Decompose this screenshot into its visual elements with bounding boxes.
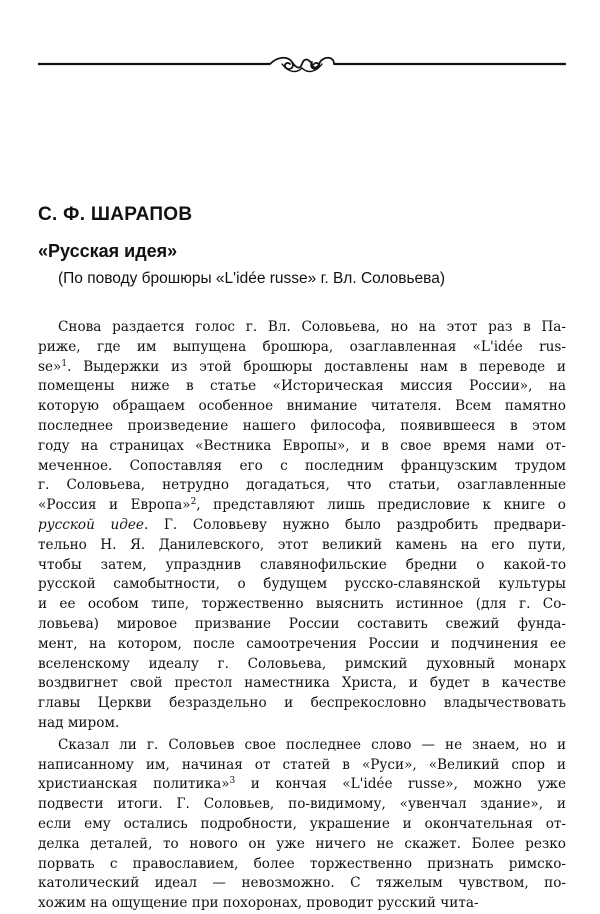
line-text: над миром. [38,714,120,731]
header-ornament-divider [38,52,566,76]
text-line [38,795,566,815]
text-line [38,397,566,417]
footnote-marker[interactable]: 1 [61,358,68,369]
author-name: С. Ф. ШАРАПОВ [38,204,193,225]
text-line [38,756,566,776]
italic-text: русской идее [38,516,144,533]
text-line [38,894,566,914]
text-line [38,835,566,855]
line-text: католический идеал — невозможно. С тяжелым чувством, по- [38,875,566,892]
line-text: написанному им, начиная от статей в «Руси», «Великий спор и [38,756,566,773]
text-line [38,694,566,714]
text-line [38,358,566,378]
line-text: воздвигнет свой престол наместника Христа, и будет в качестве [38,675,566,692]
line-text: риже, где им выпущена брошюра, озаглавленная «L'idée rus- [38,338,566,355]
line-text: христианская политика» [38,776,230,793]
text-line [38,655,566,675]
line-text: . Г. Соловьеву нужно было раздробить предвари- [143,516,566,533]
text-line [38,575,566,595]
line-text: г. Соловьева, нетрудно догадаться, что статьи, озаглавленные [38,477,566,494]
text-line [38,318,566,338]
text-line [38,437,566,457]
text-line [38,775,566,795]
text-line [38,476,566,496]
text-line [38,496,566,516]
line-text: если ему остались подробности, украшение и окончательная от- [38,815,566,832]
line-text: русской самобытности, о будущем русско-славянской культуры [38,576,566,593]
line-text: Сказал ли г. Соловьев свое последнее слово — не знаем, но и [58,736,566,753]
text-line [38,338,566,358]
line-text: порвать с православием, более торжественно признать римско- [38,855,566,872]
line-text: подвести итоги. Г. Соловьев, по-видимому, «увенчал здание», и [38,796,566,813]
text-line [38,377,566,397]
line-text: , представляют лишь предисловие к книге о [196,497,566,514]
text-line [38,855,566,875]
line-text: чтобы затем, упразднив славянофильские бредни о какой-то [38,556,566,573]
article-subtitle: (По поводу брошюры «L'idée russe» г. Вл. Соловьева) [58,270,446,287]
line-text: «Россия и Европа» [38,497,191,514]
text-line [38,516,566,536]
article-body [38,318,566,914]
line-text: вселенскому идеалу г. Соловьева, римский духовный монарх [38,655,566,672]
text-line [38,674,566,694]
article-title: «Русская идея» [38,241,178,261]
line-text: хожим на ощущение при похоронах, проводит русский чита- [38,895,479,912]
text-line [38,615,566,635]
line-text: помещены ниже в статье «Историческая миссия России», на [38,378,566,395]
line-text: главы Церкви безраздельно и беспрекословно владычествовать [38,695,566,712]
line-text: . Выдержки из этой брошюры доставлены нам в переводе и [67,358,566,375]
text-line [38,457,566,477]
text-line [38,635,566,655]
text-line [38,556,566,576]
line-text: меченное. Сопоставляя его с последним французским трудом [38,457,566,474]
footnote-marker[interactable]: 2 [190,497,197,508]
footnote-marker[interactable]: 3 [229,776,236,787]
text-line [38,595,566,615]
line-text: и кончая «L'idée russe», можно уже [235,776,566,793]
line-text: делка деталей, то нового он уже ничего не скажет. Более резко [38,835,566,852]
line-text: se» [38,358,62,375]
line-text: Снова раздается голос г. Вл. Соловьева, но на этот раз в Па- [58,319,566,335]
text-line [38,417,566,437]
line-text: и ее особом типе, торжественно выяснить истинное (для г. Со- [38,596,566,613]
line-text: которую обращаем особенное внимание читателя. Всем памятно [38,398,566,415]
line-text: последнее произведение нашего философа, появившееся в этом [38,417,566,434]
line-text: ловьева) мировое призвание России составить свежий фунда- [38,615,566,632]
text-line [38,714,566,734]
text-line [38,874,566,894]
line-text: тельно Н. Я. Данилевского, этот великий камень на его пути, [38,536,566,553]
line-text: мент, на котором, после самоотречения России и подчинения ее [38,635,566,652]
text-line [38,536,566,556]
line-text: году на страницах «Вестника Европы», и в свое время нами от- [38,437,566,454]
text-line [38,815,566,835]
text-line [38,736,566,756]
